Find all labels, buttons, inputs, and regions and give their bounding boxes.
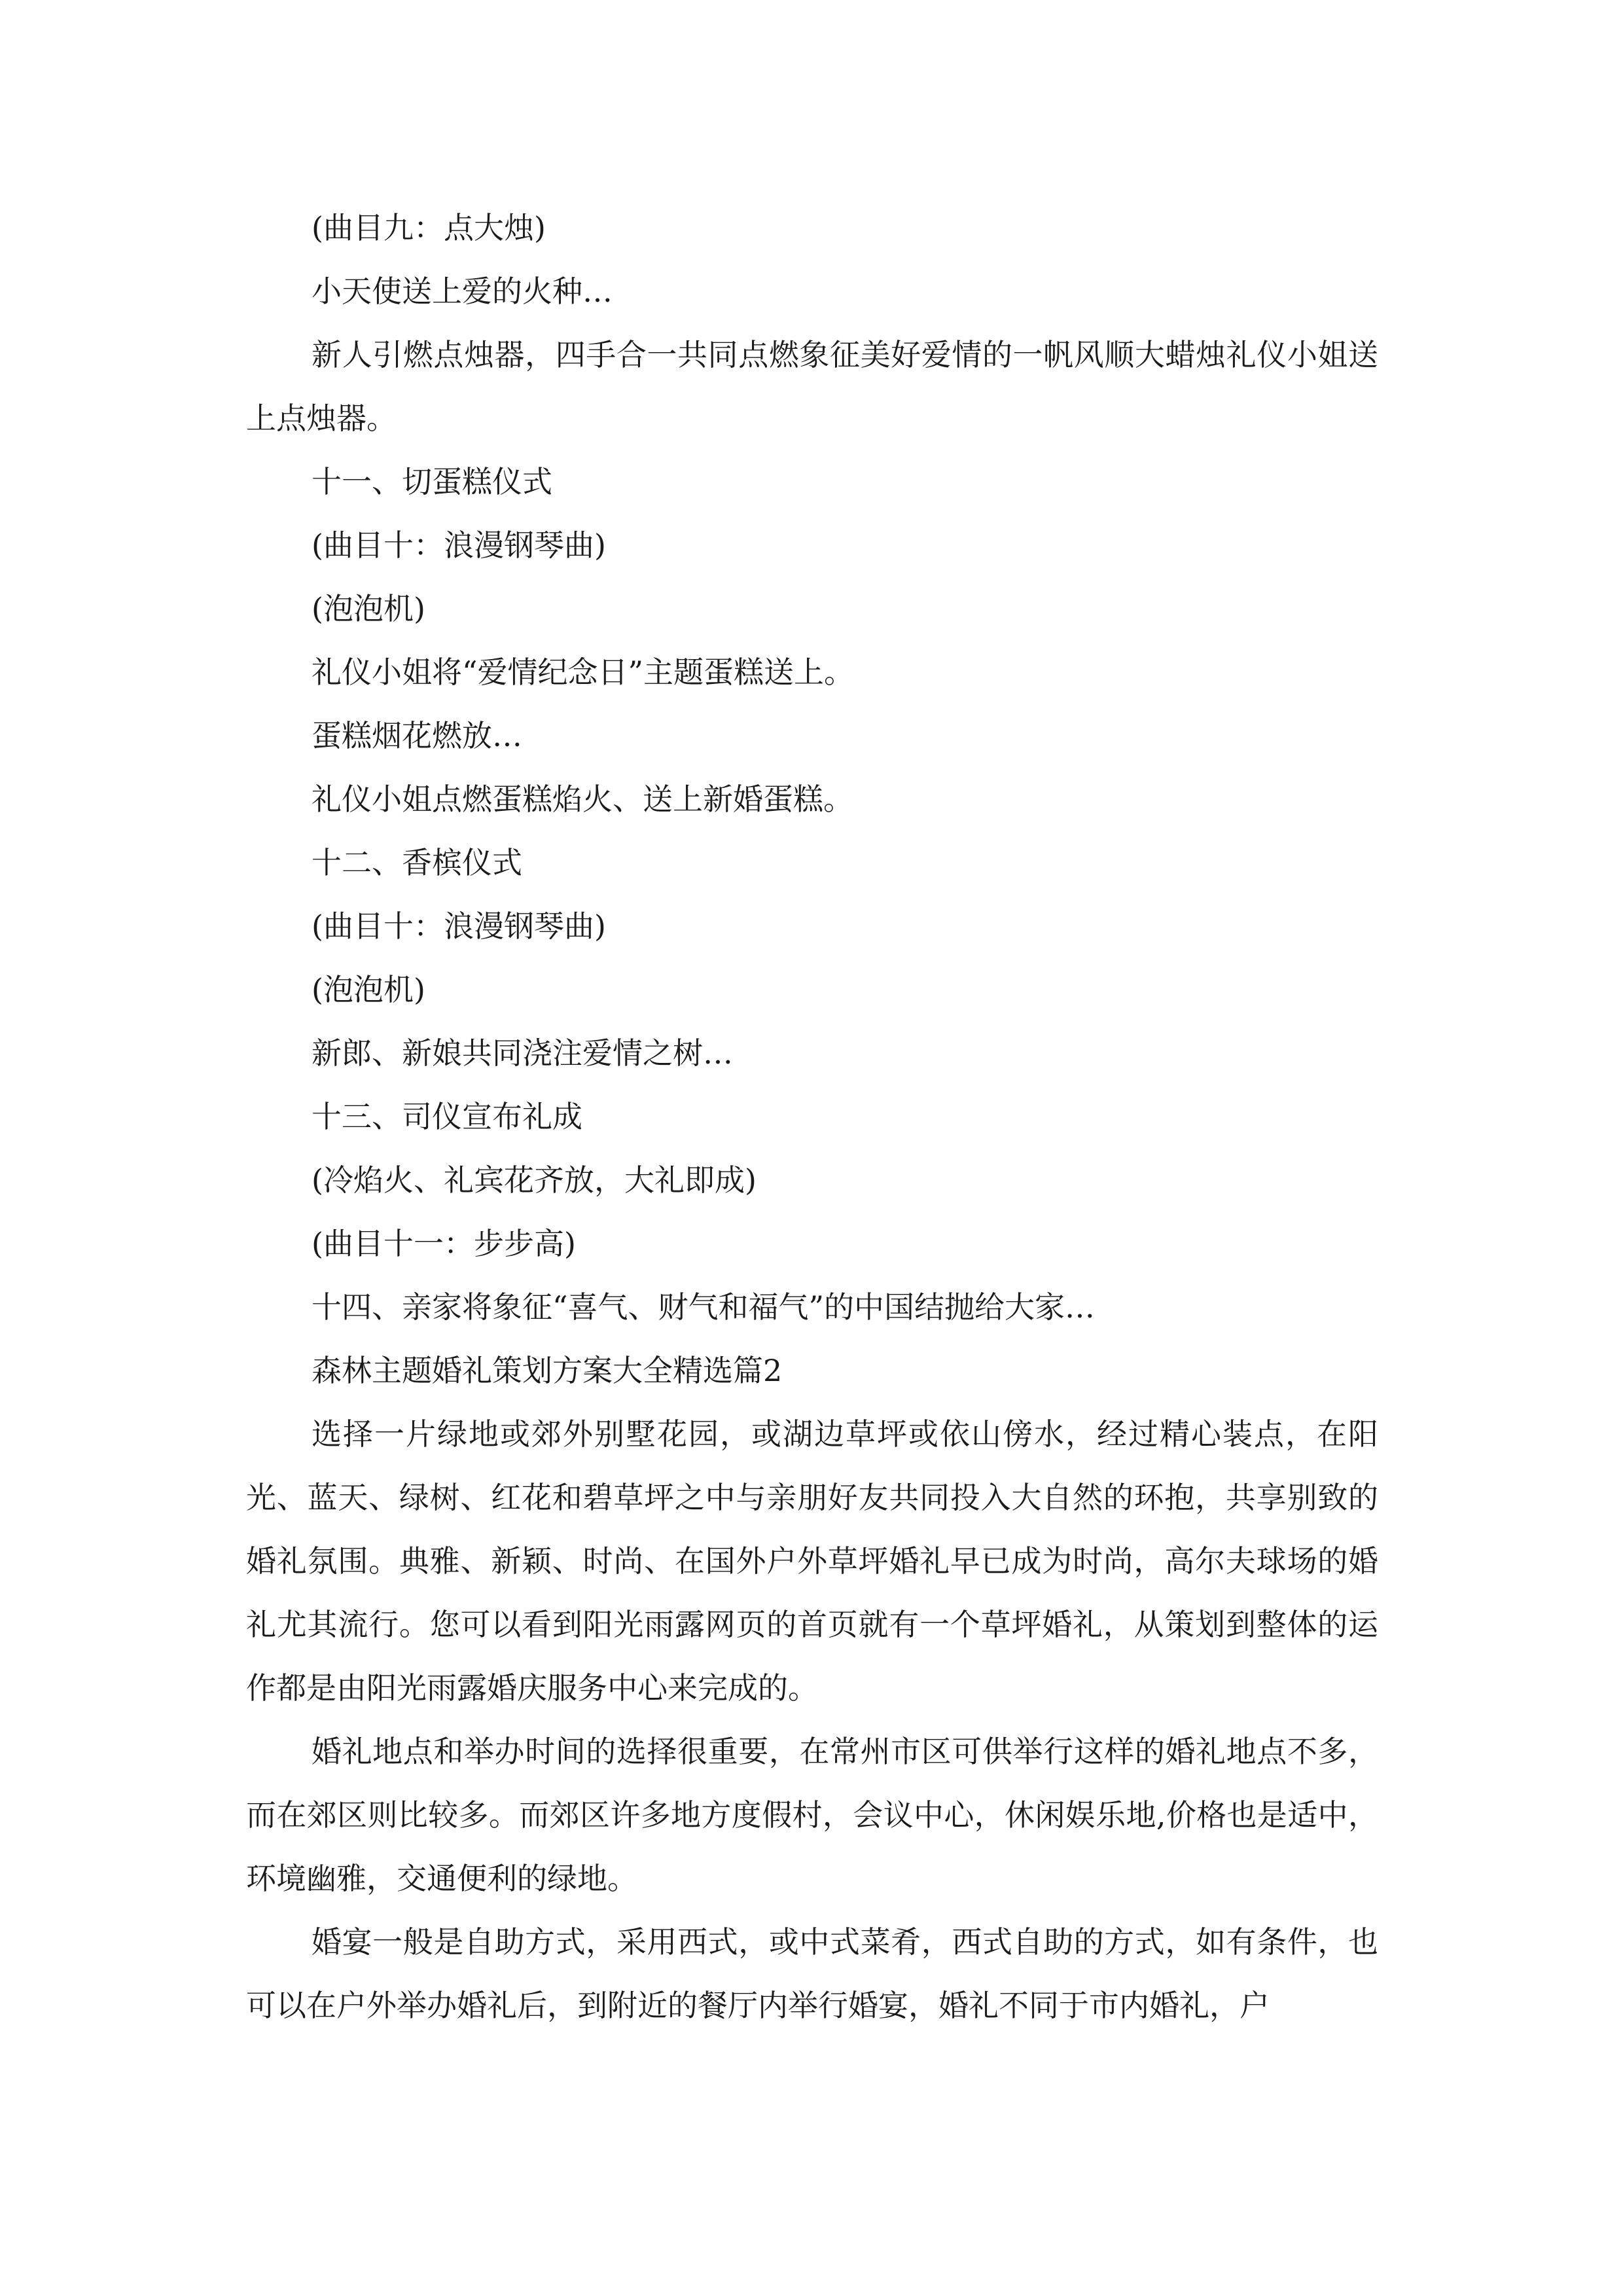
- text-line: (泡泡机): [312, 591, 425, 626]
- text-line: (泡泡机): [312, 972, 425, 1007]
- paragraph: 婚礼地点和举办时间的选择很重要，在常州市区可供举行这样的婚礼地点不多，而在郊区则比较多。而郊区许多地方度假村，会议中心，休闲娱乐地,价格也是适中，环境幽雅，交通便利的绿地。: [246, 1734, 1378, 1896]
- document-body: [246, 196, 1378, 2037]
- paragraph: 新人引燃点烛器，四手合一共同点燃象征美好爱情的一帆风顺大蜡烛礼仪小姐送上点烛器。: [246, 337, 1378, 436]
- paragraph: 婚宴一般是自助方式，采用西式，或中式菜肴，西式自助的方式，如有条件，也可以在户外举办婚礼后，到附近的餐厅内举行婚宴，婚礼不同于市内婚礼，户: [246, 1924, 1378, 2023]
- article-title: 森林主题婚礼策划方案大全精选篇2: [312, 1353, 783, 1388]
- text-line: (冷焰火、礼宾花齐放，大礼即成): [312, 1162, 757, 1198]
- paragraph: 选择一片绿地或郊外别墅花园，或湖边草坪或依山傍水，经过精心装点，在阳光、蓝天、绿树、红花和碧草坪之中与亲朋好友共同投入大自然的环抱，共享别致的婚礼氛围。典雅、新颖、时尚、在国外户外草坪婚礼早已成为时尚，高尔夫球场的婚礼尤其流行。您可以看到阳光雨露网页的首页就有一个草坪婚礼，从策划到整体的运作都是由阳光雨露婚庆服务中心来完成的。: [246, 1416, 1378, 1706]
- section-heading: 十三、司仪宣布礼成: [312, 1099, 582, 1134]
- section-heading: 十一、切蛋糕仪式: [312, 464, 552, 499]
- text-line: 礼仪小姐将“爱情纪念日”主题蛋糕送上。: [312, 655, 855, 690]
- text-line: 小天使送上爱的火种…: [312, 274, 613, 309]
- text-line: (曲目十：浪漫钢琴曲): [312, 528, 606, 563]
- text-line: (曲目九：点大烛): [312, 210, 546, 245]
- text-line: 新郎、新娘共同浇注爱情之树…: [312, 1035, 733, 1071]
- text-line: (曲目十一：步步高): [312, 1226, 576, 1261]
- section-heading: 十四、亲家将象征“喜气、财气和福气”的中国结抛给大家…: [312, 1289, 1096, 1325]
- section-heading: 十二、香槟仪式: [312, 845, 522, 880]
- text-line: (曲目十：浪漫钢琴曲): [312, 908, 606, 944]
- text-line: 蛋糕烟花燃放…: [312, 718, 522, 753]
- text-line: 礼仪小姐点燃蛋糕焰火、送上新婚蛋糕。: [312, 781, 853, 817]
